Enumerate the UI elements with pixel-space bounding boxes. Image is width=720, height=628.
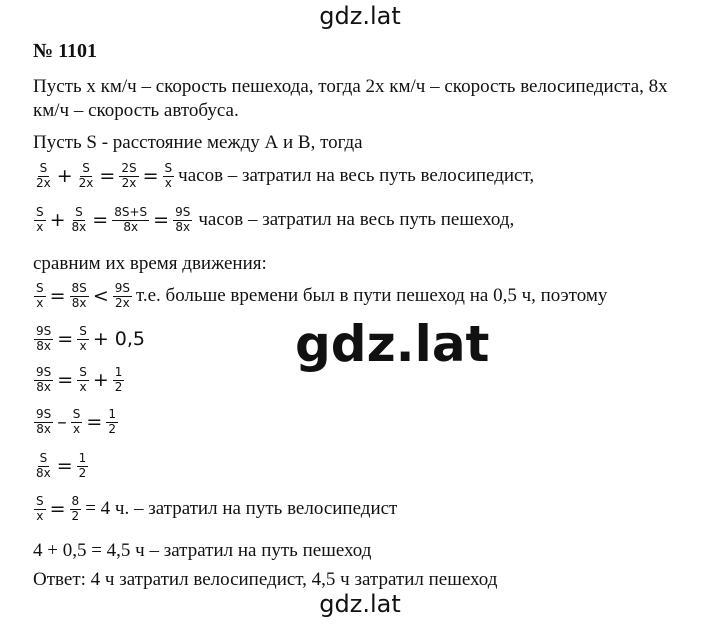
answer-line: Ответ: 4 ч затратил велосипедист, 4,5 ч затратил пешеход [33,569,498,590]
fraction: $\frac{9S}{8x}$ [36,324,52,353]
operator: – [57,411,67,434]
fraction: $\frac{S}{x}$ [79,324,87,353]
fraction: $\frac{S}{x}$ [79,365,87,394]
compare-line: сравним их время движения: [33,253,267,274]
operator: = [56,455,73,478]
equation-text: т.е. больше времени был в пути пешеход на 0,5 ч, поэтому [136,285,608,307]
fraction: $\frac{S}{x}$ [36,281,44,310]
operator: = [49,285,66,308]
equation-6 [33,408,119,437]
operator: = [92,209,109,232]
fraction: $\frac{9S}{8x}$ [36,407,52,436]
equation-tail: + 0,5 [92,328,145,351]
equation-text: часов – затратил на весь путь пешеход, [198,209,515,231]
operator: + [49,209,66,232]
fraction: $\frac{2S}{2x}$ [121,161,137,190]
watermark-logo: gdz.lat [295,315,490,373]
equation-4 [33,325,148,354]
operator: = [153,209,170,232]
fraction: $\frac{8S}{8x}$ [71,281,87,310]
site-header-label: gdz.lat [319,2,401,30]
operator: = [142,165,159,188]
operator: = [86,411,103,434]
operator: + [92,369,109,392]
fraction: $\frac{1}{2}$ [114,365,123,394]
equation-1 [33,162,534,191]
fraction: $\frac{S}{2x}$ [36,161,51,190]
fraction: $\frac{S}{x}$ [36,494,44,523]
equation-2 [33,206,514,235]
fraction: $\frac{S}{8x}$ [36,451,51,480]
equation-3 [33,282,607,311]
intro-line-3: Пусть S - расстояние между А и В, тогда [33,132,363,153]
intro-line-1: Пусть х км/ч – скорость пешехода, тогда 2х км/ч – скорость велосипедиста, 8х [33,76,668,97]
fraction: $\frac{1}{2}$ [108,407,116,436]
fraction: $\frac{9S}{2x}$ [114,281,130,310]
sum-line: 4 + 0,5 = 4,5 ч – затратил на путь пешеход [33,540,372,561]
equation-8 [33,495,397,524]
equation-5 [33,366,125,395]
equation-text: часов – затратил на весь путь велосипедист, [178,165,535,187]
fraction: $\frac{S}{x}$ [164,161,173,190]
fraction: $\frac{S}{2x}$ [78,161,94,190]
fraction: $\frac{S}{x}$ [72,407,81,436]
fraction: $\frac{8S+S}{8x}$ [114,205,148,234]
operator: = [57,369,74,392]
site-footer-label: gdz.lat [319,590,401,618]
fraction: $\frac{S}{x}$ [36,205,44,234]
fraction: $\frac{9S}{8x}$ [36,365,52,394]
operator: < [92,285,109,308]
fraction: $\frac{9S}{8x}$ [175,205,191,234]
operator: = [99,165,116,188]
equation-7 [33,452,89,481]
operator: = [49,498,66,521]
fraction: $\frac{1}{2}$ [78,451,87,480]
fraction: $\frac{8}{2}$ [71,494,80,523]
equation-text: = 4 ч. – затратил на путь велосипедист [85,498,398,520]
intro-line-2: км/ч – скорость автобуса. [33,100,239,121]
operator: + [56,165,73,188]
operator: = [57,328,74,351]
problem-number: № 1101 [33,40,97,62]
fraction: $\frac{S}{8x}$ [71,205,87,234]
